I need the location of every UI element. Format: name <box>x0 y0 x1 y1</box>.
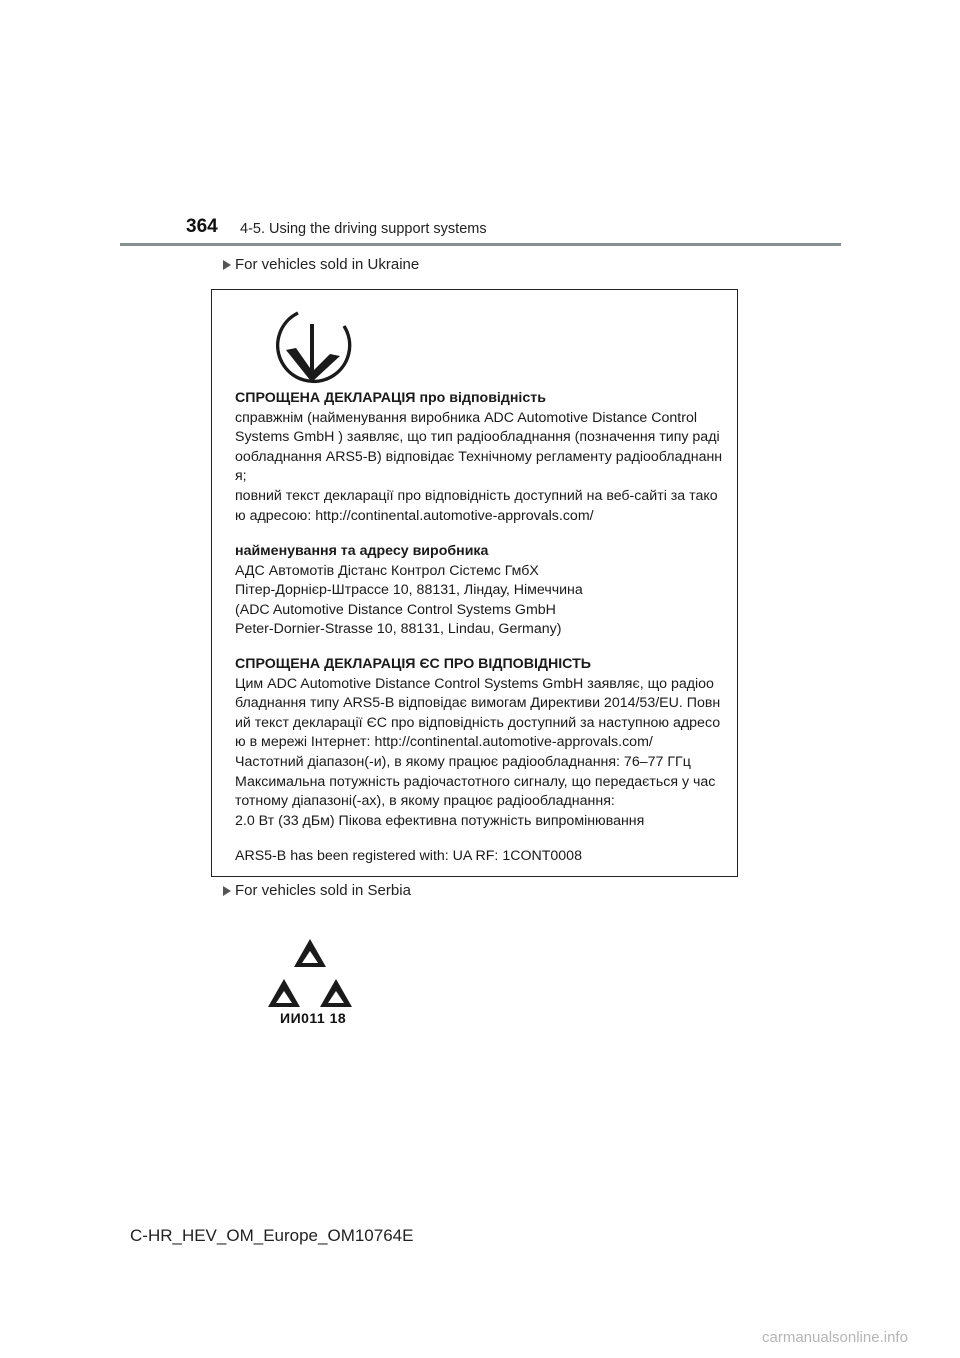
declaration-block-2 <box>235 542 735 640</box>
declaration-block-3 <box>235 655 735 831</box>
triangle-right-icon <box>223 260 231 270</box>
block1-title: СПРОЩЕНА ДЕКЛАРАЦІЯ про відповідність <box>235 390 546 406</box>
ukrainian-conformity-mark-icon <box>270 304 356 390</box>
block3-title: СПРОЩЕНА ДЕКЛАРАЦІЯ ЄС ПРО ВІДПОВІДНІСТЬ <box>235 656 591 672</box>
block3-line: ий текст декларації ЄС про відповідність доступний за наступною адресо <box>235 714 721 731</box>
header-divider <box>120 243 841 246</box>
registration-line: ARS5-B has been registered with: UA RF: 1CONT0008 <box>235 848 582 864</box>
serbia-mark-code: ИИ011 18 <box>280 1010 347 1026</box>
block2-title: найменування та адресу виробника <box>235 543 489 559</box>
block3-line: Цим ADC Automotive Distance Control Systems GmbH заявляє, що радіоо <box>235 675 714 692</box>
block1-line: ообладнання ARS5-B) відповідає Технічному регламенту радіообладнанн <box>235 448 723 465</box>
declaration-block-1 <box>235 389 735 526</box>
section-title: 4-5. Using the driving support systems <box>240 221 487 237</box>
block2-line: АДС Автомотів Дістанс Контрол Сістемс ГмбХ <box>235 562 539 579</box>
serbian-conformity-mark-icon <box>262 935 358 1011</box>
serbia-heading <box>223 882 411 899</box>
page-number: 364 <box>186 216 218 237</box>
block1-line: Systems GmbH ) заявляє, що тип радіообладнання (позначення типу раді <box>235 429 720 446</box>
block3-line: тотному діапазоні(-ах), в якому працює радіообладнання: <box>235 793 615 810</box>
ukraine-heading-text: For vehicles sold in Ukraine <box>235 256 420 273</box>
block1-line: справжнім (найменування виробника ADC Automotive Distance Control <box>235 409 698 426</box>
watermark: carmanualsonline.info <box>762 1329 908 1346</box>
block2-line: Peter-Dornier-Strasse 10, 88131, Lindau, Germany) <box>235 621 562 638</box>
block3-line: Частотний діапазон(-и), в якому працює радіообладнання: 76–77 ГГц <box>235 753 691 770</box>
triangle-right-icon <box>223 886 231 896</box>
document-code: C-HR_HEV_OM_Europe_OM10764E <box>130 1226 414 1245</box>
block3-line: ю в мережі Інтернет: http://continental.automotive-approvals.com/ <box>235 734 653 751</box>
block1-line: повний текст декларації про відповідність доступний на веб-сайті за тако <box>235 487 718 504</box>
block3-line: 2.0 Вт (33 дБм) Пікова ефективна потужність випромінювання <box>235 812 645 829</box>
block3-line: Максимальна потужність радіочастотного сигналу, що передається у час <box>235 773 716 790</box>
block1-line: ю адресою: http://continental.automotive-approvals.com/ <box>235 507 594 524</box>
block1-line: я; <box>235 468 247 485</box>
block2-line: Пітер-Дорнієр-Штрассе 10, 88131, Ліндау, Німеччина <box>235 582 583 599</box>
serbia-heading-text: For vehicles sold in Serbia <box>235 882 411 899</box>
block3-line: бладнання типу ARS5-B відповідає вимогам Директиви 2014/53/EU. Повн <box>235 695 721 712</box>
ukraine-heading <box>223 256 419 273</box>
block2-line: (ADC Automotive Distance Control Systems GmbH <box>235 601 556 618</box>
